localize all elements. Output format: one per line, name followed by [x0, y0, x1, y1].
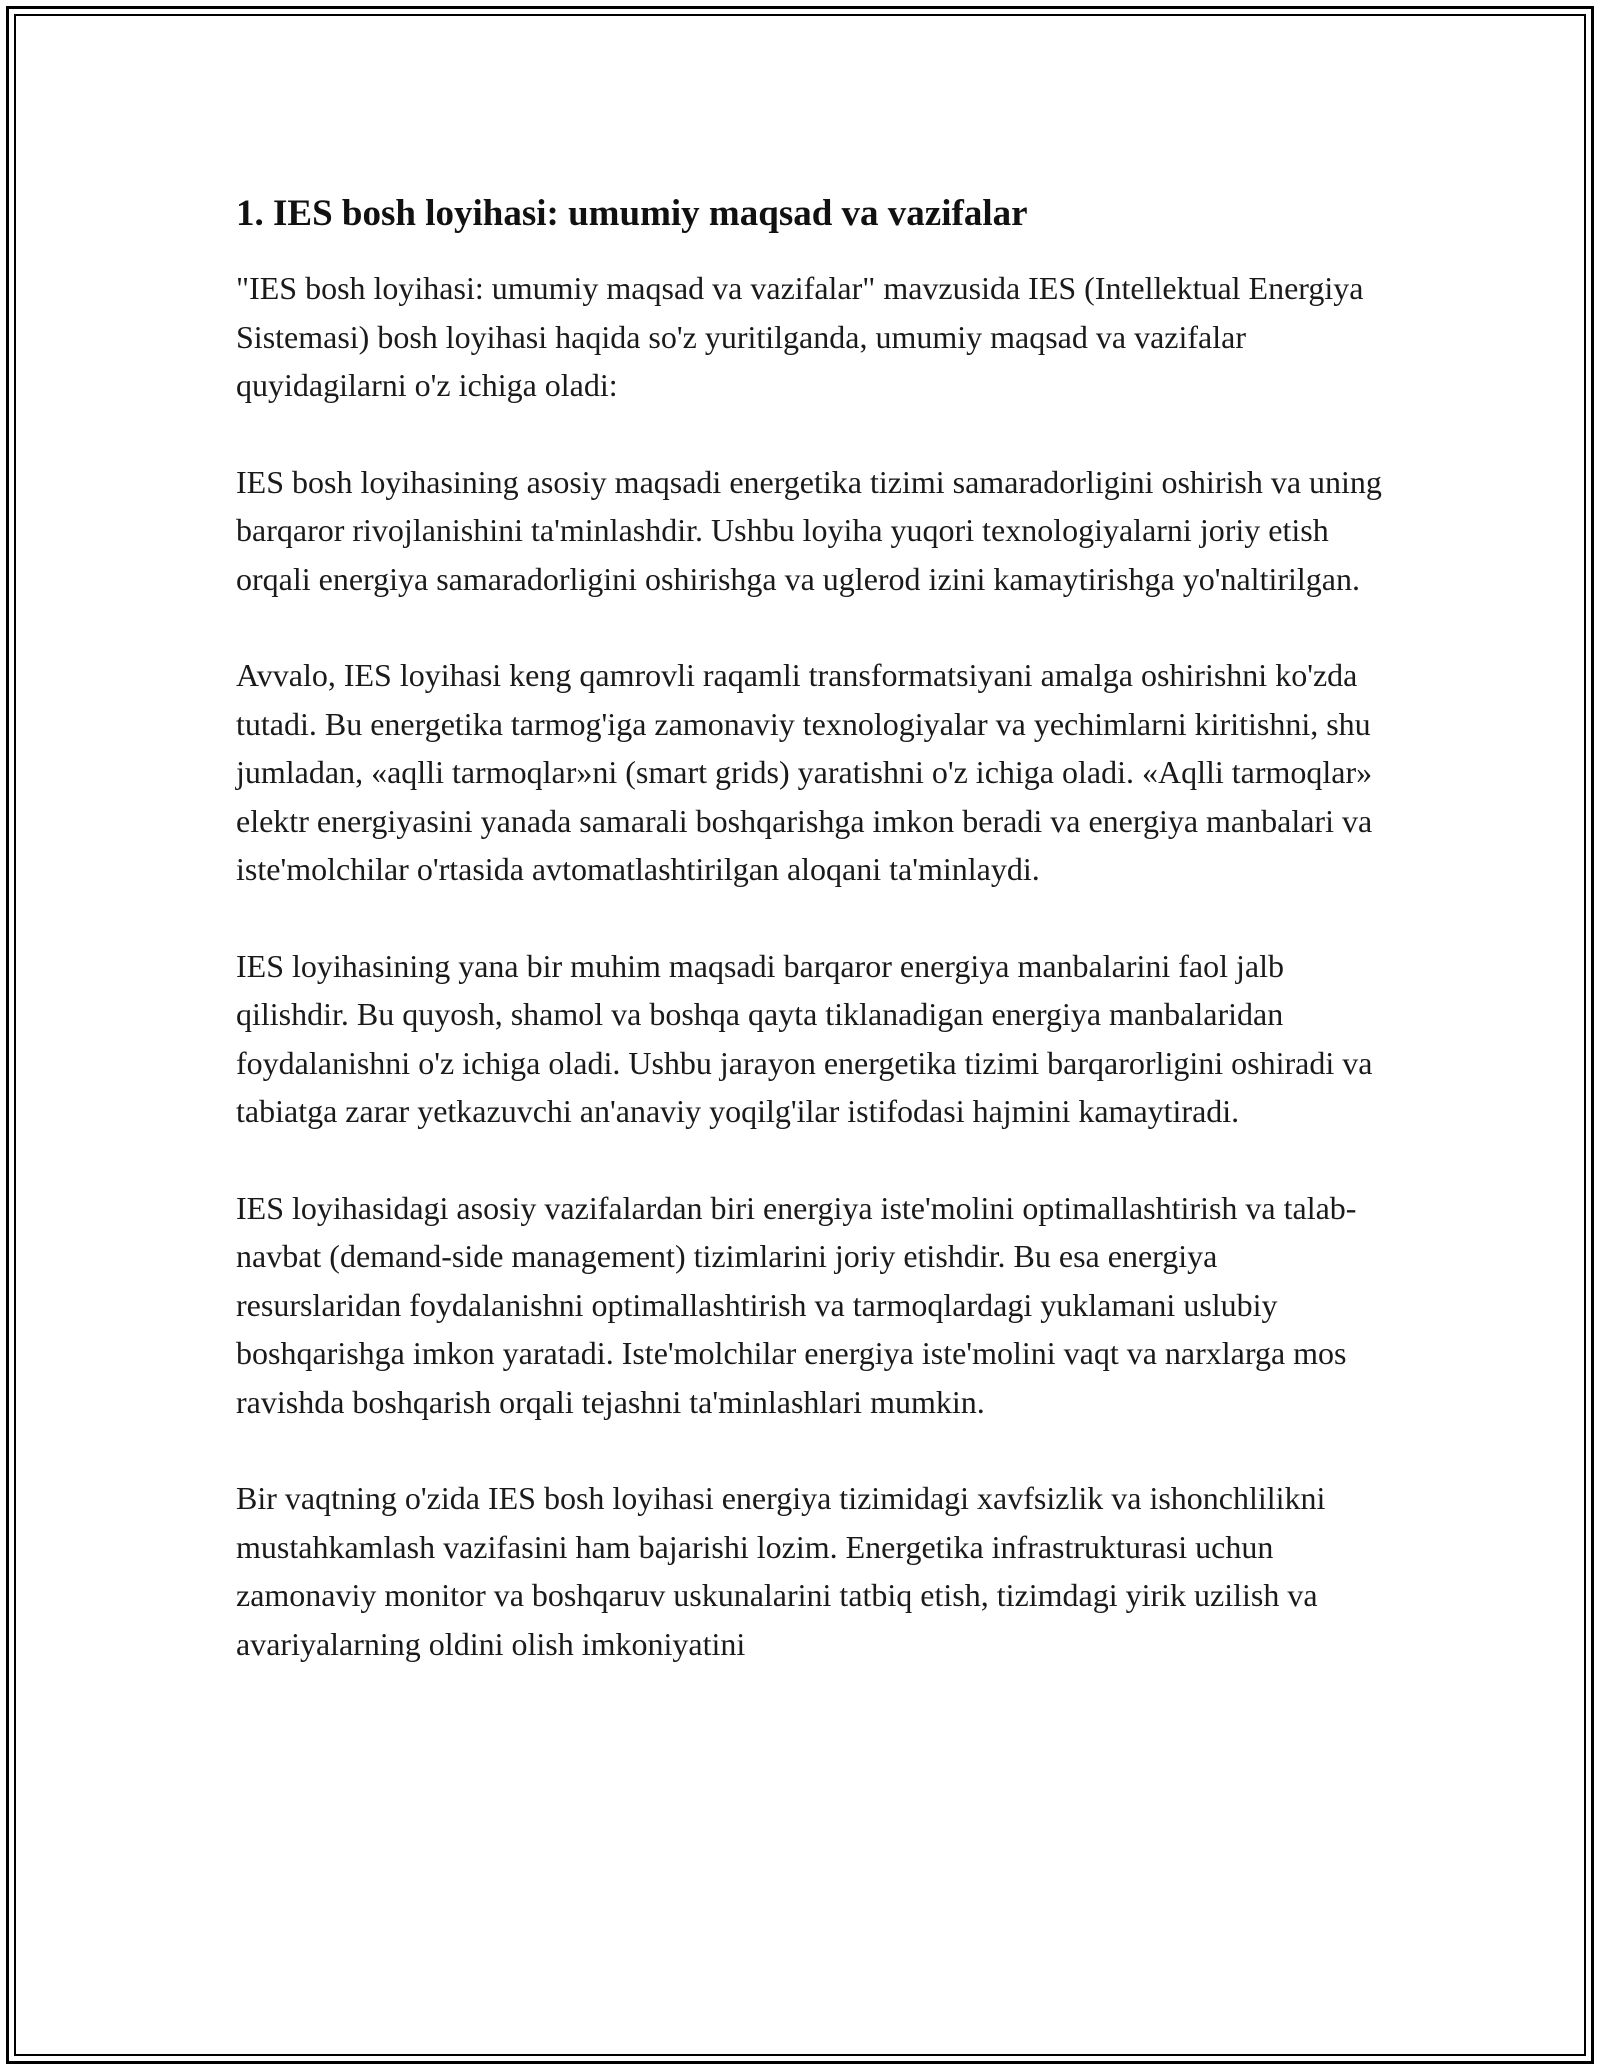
paragraph-security: Bir vaqtning o'zida IES bosh loyihasi energiya tizimidagi xavfsizlik va ishonchlilikni mustahkamlash vazifasini ham bajarishi lozim. Energetika infrastrukturasi uchun zamonaviy monitor va boshqaruv uskunalarini tatbiq etish, tizimdagi yirik uzilish va avariyalarning oldini olish imkoniyatini	[236, 1480, 1326, 1662]
paragraph-renewable-energy: IES loyihasining yana bir muhim maqsadi barqaror energiya manbalarini faol jalb qilishdir. Bu quyosh, shamol va boshqa qayta tiklanadigan energiya manbalaridan foydalanishni o'z ichiga oladi. Ushbu jarayon energetika tizimi barqarorligini oshiradi va tabiatga zarar yetkazuvchi an'anaviy yoqilg'ilar istifodasi hajmini kamaytiradi.	[236, 947, 1373, 1129]
paragraph-demand-management: IES loyihasidagi asosiy vazifalardan biri energiya iste'molini optimallashtirish va talab-navbat (demand-side management) tizimlarini joriy etishdir. Bu esa energiya resurslaridan foydalanishni optimallashtirish va tarmoqlardagi yuklamani uslubiy boshqarishga imkon yaratadi. Iste'molchilar energiya iste'molini vaqt va narxlarga mos ravishda boshqarish orqali tejashni ta'minlashlari mumkin.	[236, 1189, 1357, 1420]
document-title: 1. IES bosh loyihasi: umumiy maqsad va vazifalar	[236, 193, 1028, 234]
paragraph-main-goal: IES bosh loyihasining asosiy maqsadi energetika tizimi samaradorligini oshirish va uning barqaror rivojlanishini ta'minlashdir. Ushbu loyiha yuqori texnologiyalarni joriy etish orqali energiya samaradorligini oshirishga va uglerod izini kamaytirishga yo'naltirilgan.	[236, 463, 1382, 597]
paragraph-digital-transformation: Avvalo, IES loyihasi keng qamrovli raqamli transformatsiyani amalga oshirishni ko'zda tutadi. Bu energetika tarmog'iga zamonaviy texnologiyalar va yechimlarni kiritishni, shu jumladan, «aqlli tarmoqlar»ni (smart grids) yaratishni o'z ichiga oladi. «Aqlli tarmoqlar» elektr energiyasini yanada samarali boshqarishga imkon beradi va energiya manbalari va iste'molchilar o'rtasida avtomatlashtirilgan aloqani ta'minlaydi.	[236, 657, 1373, 887]
document-body	[236, 190, 1386, 1716]
paragraph-intro: "IES bosh loyihasi: umumiy maqsad va vazifalar" mavzusida IES (Intellektual Energiya Sistemasi) bosh loyihasi haqida so'z yuritilganda, umumiy maqsad va vazifalar quyidagilarni o'z ichiga oladi:	[236, 270, 1364, 403]
